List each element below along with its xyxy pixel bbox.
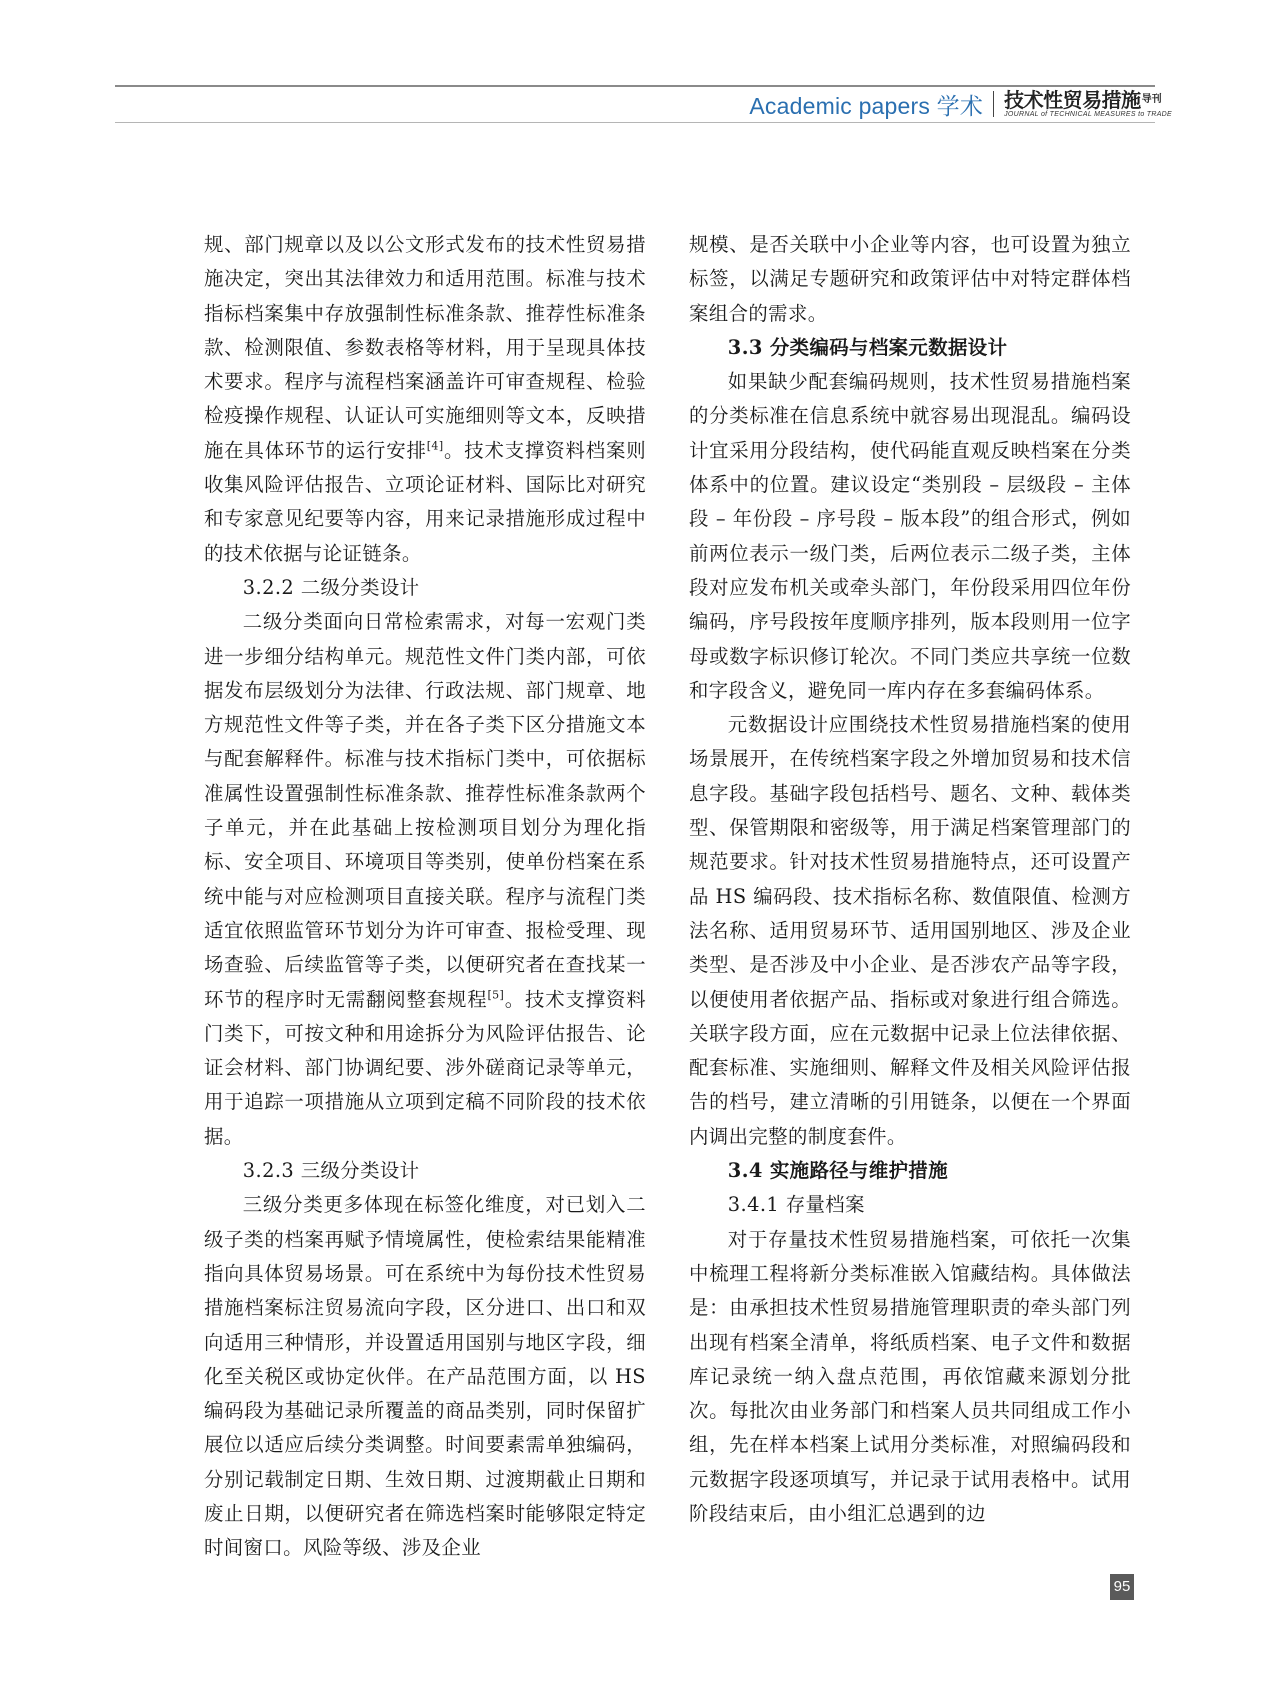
journal-logo (1004, 87, 1172, 119)
section-heading: 3.3 分类编码与档案元数据设计 (727, 335, 1008, 359)
citation: [5] (487, 988, 505, 1002)
journal-tag: 导刊 (1141, 93, 1162, 105)
subsection-heading: 3.4.1 存量档案 (727, 1193, 865, 1217)
paragraph: 对于存量技术性贸易措施档案，可依托一次集中梳理工程将新分类标准嵌入馆藏结构。具体做法是：由承担技术性贸易措施管理职责的牵头部门列出现有档案全清单，将纸质档案、电子文件和数据库记录统一纳入盘点范围，再依馆藏来源划分批次。每批次由业务部门和档案人员共同组成工作小组，先在样本档案上试用分类标准，对照编码段和元数据字段逐项填写，并记录于试用表格中。试用阶段结束后，由小组汇总遇到的边 (689, 1227, 1131, 1525)
subsection-heading: 3.2.3 三级分类设计 (242, 1159, 420, 1183)
paragraph: 三级分类更多体现在标签化维度，对已划入二级子类的档案再赋予情境属性，使检索结果能精准指向具体贸易场景。可在系统中为每份技术性贸易措施档案标注贸易流向字段，区分进口、出口和双向适用三种情形，并设置适用国别与地区字段，细化至关税区或协定伙伴。在产品范围方面，以 HS 编码段为基础记录所覆盖的商品类别，同时保留扩展位以适应后续分类调整。时间要素需单独编码，分别记载制定日期、生效日期、过渡期截止日期和废止日期，以便研究者在筛选档案时能够限定特定时间窗口。风险等级、涉及企业 (204, 1193, 646, 1560)
left-column (204, 228, 646, 1566)
header-bottom-rule (115, 122, 1155, 123)
journal-english-name: JOURNAL of TECHNICAL MEASURES to TRADE (1004, 110, 1172, 118)
subsection-heading: 3.2.2 二级分类设计 (242, 575, 420, 599)
paragraph: 规模、是否关联中小企业等内容，也可设置为独立标签，以满足专题研究和政策评估中对特定群体档案组合的需求。 (689, 233, 1131, 325)
paragraph: 规、部门规章以及以公文形式发布的技术性贸易措施决定，突出其法律效力和适用范围。标准与技术指标档案集中存放强制性标准条款、推荐性标准条款、检测限值、参数表格等材料，用于呈现具体技术要求。程序与流程档案涵盖许可审查规程、检验检疫操作规程、认证认可实施细则等文本，反映措施在具体环节的运行安排[4]。技术支撑资料档案则收集风险评估报告、立项论证材料、国际比对研究和专家意见纪要等内容，用来记录措施形成过程中的技术依据与论证链条。 (204, 233, 647, 565)
right-column (689, 228, 1131, 1531)
journal-name: 技术性贸易措施 (1004, 87, 1141, 112)
citation: [4] (426, 439, 444, 453)
header-top-rule (115, 85, 1155, 87)
paragraph: 如果缺少配套编码规则，技术性贸易措施档案的分类标准在信息系统中就容易出现混乱。编码设计宜采用分段结构，使代码能直观反映档案在分类体系中的位置。建议设定“类别段 – 层级段 – 主体段 – 年份段 – 序号段 – 版本段”的组合形式，例如前两位表示一级门类，后两位表示二级子类，主体段对应发布机关或牵头部门，年份段采用四位年份编码，序号段按年度顺序排列，版本段则用一位字母或数字标识修订轮次。不同门类应共享统一位数和字段含义，避免同一库内存在多套编码体系。 (689, 370, 1131, 702)
page-number: 95 (1110, 1574, 1134, 1600)
section-label: Academic papers 学术 (749, 92, 984, 119)
section-heading: 3.4 实施路径与维护措施 (727, 1159, 948, 1183)
header-divider (993, 91, 994, 117)
paragraph: 二级分类面向日常检索需求，对每一宏观门类进一步细分结构单元。规范性文件门类内部，可依据发布层级划分为法律、行政法规、部门规章、地方规范性文件等子类，并在各子类下区分措施文本与配套解释件。标准与技术指标门类中，可依据标准属性设置强制性标准条款、推荐性标准条款两个子单元，并在此基础上按检测项目划分为理化指标、安全项目、环境项目等类别，使单份档案在系统中能与对应检测项目直接关联。程序与流程门类适宜依照监管环节划分为许可审查、报检受理、现场查验、后续监管等子类，以便研究者在查找某一环节的程序时无需翻阅整套规程[5]。技术支撑资料门类下，可按文种和用途拆分为风险评估报告、论证会材料、部门协调纪要、涉外磋商记录等单元，用于追踪一项措施从立项到定稿不同阶段的技术依据。 (204, 610, 646, 1148)
running-header (749, 88, 1172, 120)
paragraph: 元数据设计应围绕技术性贸易措施档案的使用场景展开，在传统档案字段之外增加贸易和技术信息字段。基础字段包括档号、题名、文种、载体类型、保管期限和密级等，用于满足档案管理部门的规范要求。针对技术性贸易措施特点，还可设置产品 HS 编码段、技术指标名称、数值限值、检测方法名称、适用贸易环节、适用国别地区、涉及企业类型、是否涉及中小企业、是否涉农产品等字段，以便使用者依据产品、指标或对象进行组合筛选。关联字段方面，应在元数据中记录上位法律依据、配套标准、实施细则、解释文件及相关风险评估报告的档号，建立清晰的引用链条，以便在一个界面内调出完整的制度套件。 (689, 713, 1131, 1148)
